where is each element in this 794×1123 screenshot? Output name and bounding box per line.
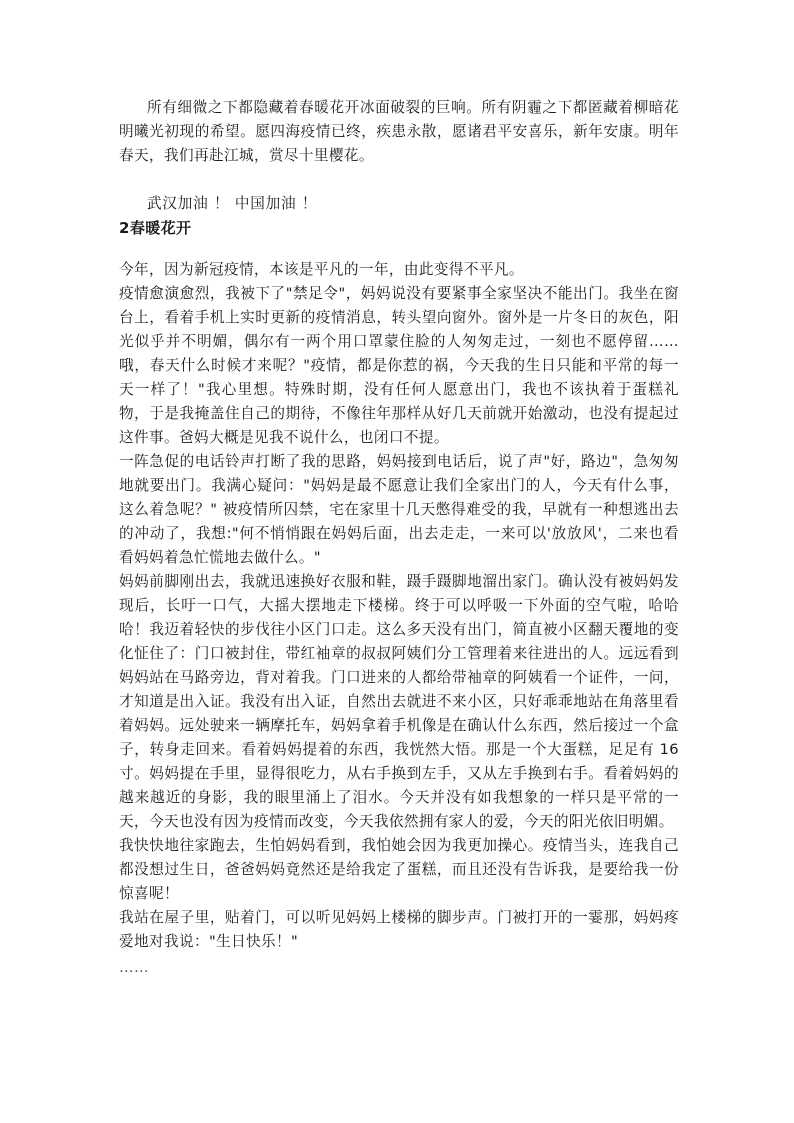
story-paragraph-3: 一阵急促的电话铃声打断了我的思路，妈妈接到电话后，说了声"好，路边"，急匆匆地就要出门。我满心疑问："妈妈是最不愿意让我们全家出门的人，今天有什么事，这么着急呢？" 被疫情所囚禁，宅在家里十几天憋得难受的我，早就有一种想逃出去的冲动了，我想:"何不悄悄跟在妈妈后面，出去走走，一来可以'放放风'，二来也看看妈妈着急忙慌地去做什么。" bbox=[119, 453, 679, 566]
closing-paragraph: 所有细微之下都隐藏着春暖花开冰面破裂的巨响。所有阴霾之下都匿藏着柳暗花明曦光初现的希望。愿四海疫情已终，疾患永散，愿诸君平安喜乐，新年安康。明年春天，我们再赴江城，赏尽十里樱花。 bbox=[119, 99, 679, 164]
cheer-line: 武汉加油 ！ 中国加油 ！ bbox=[147, 195, 318, 212]
spacer bbox=[119, 240, 679, 258]
ellipsis: …… bbox=[119, 959, 149, 976]
story-paragraph-4: 妈妈前脚刚出去，我就迅速换好衣服和鞋，蹑手蹑脚地溜出家门。确认没有被妈妈发现后，长吁一口气，大摇大摆地走下楼梯。终于可以呼吸一下外面的空气啦，哈哈哈！我迈着轻快的步伐往小区门口走。这么多天没有出门，简直被小区翻天覆地的变化怔住了：门口被封住，带红袖章的叔叔阿姨们分工管理着来往进出的人。远远看到妈妈站在马路旁边，背对着我。门口进来的人都给带袖章的阿姨看一个证件，一问，才知道是出入证。我没有出入证，自然出去就进不来小区，只好乖乖地站在角落里看着妈妈。远处驶来一辆摩托车，妈妈拿着手机像是在确认什么东西，然后接过一个盒子，转身走回来。看着妈妈提着的东西，我恍然大悟。那是一个大蛋糕，足足有 16 寸。妈妈提在手里，显得很吃力，从右手换到左手，又从左手换到右手。看着妈妈的越来越近的身影，我的眼里涌上了泪水。今天并没有如我想象的一样只是平常的一天，今天也没有因为疫情而改变，今天我依然拥有家人的爱，今天的阳光依旧明媚。 bbox=[119, 573, 679, 830]
story-paragraph-1: 今年，因为新冠疫情，本该是平凡的一年，由此变得不平凡。 bbox=[119, 261, 524, 278]
document-page bbox=[119, 96, 679, 980]
section-heading: 2春暖花开 bbox=[119, 219, 192, 237]
story-paragraph-5: 我快快地往家跑去，生怕妈妈看到，我怕她会因为我更加操心。疫情当头，连我自己都没想过生日，爸爸妈妈竟然还是给我定了蛋糕，而且还没有告诉我，是要给我一份惊喜呢！ bbox=[119, 837, 679, 902]
story-paragraph-6: 我站在屋子里，贴着门，可以听见妈妈上楼梯的脚步声。门被打开的一霎那，妈妈疼爱地对我说："生日快乐！" bbox=[119, 909, 679, 950]
story-paragraph-2: 疫情愈演愈烈，我被下了"禁足令"，妈妈说没有要紧事全家坚决不能出门。我坐在窗台上，看着手机上实时更新的疫情消息，转头望向窗外。窗外是一片冬日的灰色，阳光似乎并不明媚，偶尔有一两个用口罩蒙住脸的人匆匆走过，一刻也不愿停留……哦，春天什么时候才来呢？"疫情，都是你惹的祸，今天我的生日只能和平常的每一天一样了！"我心里想。特殊时期，没有任何人愿意出门，我也不该执着于蛋糕礼物，于是我掩盖住自己的期待，不像往年那样从好几天前就开始激动，也没有提起过这件事。爸妈大概是见我不说什么，也闭口不提。 bbox=[119, 285, 679, 446]
